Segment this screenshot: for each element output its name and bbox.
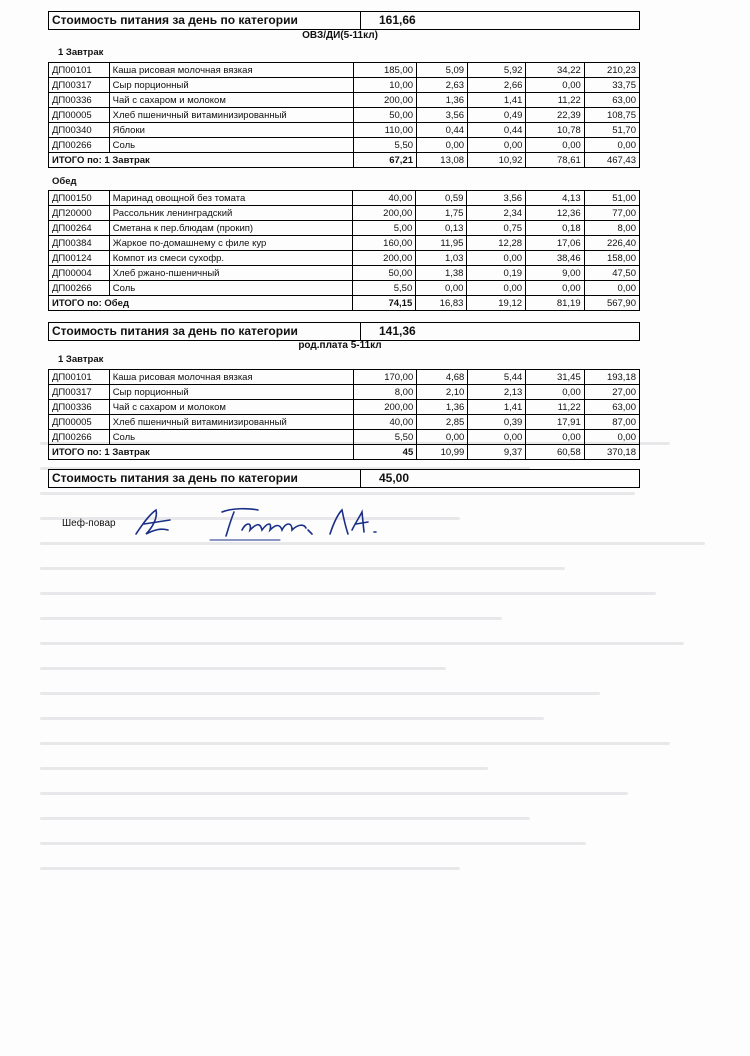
dish-name: Чай с сахаром и молоком xyxy=(109,400,353,415)
table-row xyxy=(49,206,640,221)
protein-value: 1,75 xyxy=(416,206,467,221)
total-row xyxy=(49,445,640,460)
table-row xyxy=(49,63,640,78)
dish-code: ДП00004 xyxy=(49,266,110,281)
energy-value: 77,00 xyxy=(584,206,639,221)
carbs-value: 9,00 xyxy=(526,266,585,281)
dish-code: ДП00317 xyxy=(49,78,110,93)
energy-value: 87,00 xyxy=(584,415,639,430)
fat-value: 1,41 xyxy=(468,93,526,108)
protein-value: 2,10 xyxy=(417,385,468,400)
portion-weight: 50,00 xyxy=(352,266,416,281)
table-row xyxy=(49,400,640,415)
table-row xyxy=(49,93,640,108)
table-row xyxy=(49,138,640,153)
cost-value: 141,36 xyxy=(379,324,416,338)
protein-value: 0,13 xyxy=(416,221,467,236)
protein-value: 2,85 xyxy=(417,415,468,430)
total-weight: 74,15 xyxy=(352,296,416,311)
fat-value: 2,66 xyxy=(468,78,526,93)
cost-label: Стоимость питания за день по категории xyxy=(52,471,298,485)
total-weight: 45 xyxy=(353,445,416,460)
energy-value: 210,23 xyxy=(584,63,639,78)
dish-name: Соль xyxy=(109,430,353,445)
protein-value: 0,00 xyxy=(417,430,468,445)
total-energy: 370,18 xyxy=(584,445,639,460)
carbs-value: 0,00 xyxy=(526,281,585,296)
protein-value: 3,56 xyxy=(417,108,468,123)
fat-value: 0,19 xyxy=(467,266,526,281)
category-cost-row xyxy=(48,322,640,341)
protein-value: 1,03 xyxy=(416,251,467,266)
dish-name: Сыр порционный xyxy=(109,78,353,93)
energy-value: 0,00 xyxy=(584,430,639,445)
dish-code: ДП00266 xyxy=(49,138,110,153)
protein-value: 0,44 xyxy=(417,123,468,138)
dish-code: ДП00150 xyxy=(49,191,110,206)
cost-divider xyxy=(360,323,361,340)
dish-code: ДП20000 xyxy=(49,206,110,221)
menu-table xyxy=(48,190,640,311)
dish-code: ДП00336 xyxy=(49,93,110,108)
energy-value: 8,00 xyxy=(584,221,639,236)
total-fat: 10,92 xyxy=(468,153,526,168)
energy-value: 47,50 xyxy=(584,266,639,281)
category-cost-row xyxy=(48,469,640,488)
carbs-value: 0,00 xyxy=(526,430,584,445)
dish-code: ДП00340 xyxy=(49,123,110,138)
carbs-value: 10,78 xyxy=(526,123,584,138)
meal-section-title: Обед xyxy=(52,176,77,187)
total-energy: 567,90 xyxy=(584,296,639,311)
dish-code: ДП00266 xyxy=(49,281,110,296)
fat-value: 5,92 xyxy=(468,63,526,78)
table-row xyxy=(49,123,640,138)
energy-value: 33,75 xyxy=(584,78,639,93)
portion-weight: 5,50 xyxy=(353,430,416,445)
table-row xyxy=(49,191,640,206)
table-row xyxy=(49,415,640,430)
cost-label: Стоимость питания за день по категории xyxy=(52,324,298,338)
protein-value: 4,68 xyxy=(417,370,468,385)
carbs-value: 11,22 xyxy=(526,400,584,415)
fat-value: 3,56 xyxy=(467,191,526,206)
total-label: ИТОГО по: 1 Завтрак xyxy=(49,445,354,460)
energy-value: 158,00 xyxy=(584,251,639,266)
total-carbs: 78,61 xyxy=(526,153,584,168)
total-energy: 467,43 xyxy=(584,153,639,168)
carbs-value: 0,18 xyxy=(526,221,585,236)
protein-value: 2,63 xyxy=(417,78,468,93)
dish-code: ДП00317 xyxy=(49,385,110,400)
dish-name: Яблоки xyxy=(109,123,353,138)
table-row xyxy=(49,221,640,236)
cost-value: 161,66 xyxy=(379,13,416,27)
fat-value: 0,00 xyxy=(468,430,526,445)
dish-code: ДП00266 xyxy=(49,430,110,445)
cost-divider xyxy=(360,470,361,487)
table-row xyxy=(49,78,640,93)
fat-value: 2,34 xyxy=(467,206,526,221)
fat-value: 1,41 xyxy=(468,400,526,415)
table-row xyxy=(49,370,640,385)
protein-value: 11,95 xyxy=(416,236,467,251)
fat-value: 0,00 xyxy=(467,281,526,296)
portion-weight: 110,00 xyxy=(353,123,416,138)
cost-value: 45,00 xyxy=(379,471,410,485)
energy-value: 0,00 xyxy=(584,281,639,296)
table-row xyxy=(49,236,640,251)
dish-name: Жаркое по-домашнему с филе кур xyxy=(109,236,352,251)
menu-table xyxy=(48,369,640,460)
total-weight: 67,21 xyxy=(353,153,416,168)
portion-weight: 185,00 xyxy=(353,63,416,78)
dish-code: ДП00101 xyxy=(49,370,110,385)
dish-name: Рассольник ленинградский xyxy=(109,206,352,221)
category-cost-row xyxy=(48,11,640,30)
dish-name: Каша рисовая молочная вязкая xyxy=(109,63,353,78)
carbs-value: 31,45 xyxy=(526,370,584,385)
cost-divider xyxy=(360,12,361,29)
category-heading: род.плата 5-11кл xyxy=(298,340,382,351)
dish-name: Сметана к пер.блюдам (прокип) xyxy=(109,221,352,236)
energy-value: 63,00 xyxy=(584,93,639,108)
dish-name: Хлеб пшеничный витаминизированный xyxy=(109,108,353,123)
total-label: ИТОГО по: Обед xyxy=(49,296,353,311)
dish-name: Соль xyxy=(109,281,352,296)
portion-weight: 5,00 xyxy=(352,221,416,236)
carbs-value: 0,00 xyxy=(526,78,584,93)
meal-section-title: 1 Завтрак xyxy=(58,47,104,58)
dish-name: Чай с сахаром и молоком xyxy=(109,93,353,108)
dish-name: Хлеб ржано-пшеничный xyxy=(109,266,352,281)
total-label: ИТОГО по: 1 Завтрак xyxy=(49,153,354,168)
dish-code: ДП00336 xyxy=(49,400,110,415)
dish-name: Каша рисовая молочная вязкая xyxy=(109,370,353,385)
fat-value: 0,44 xyxy=(468,123,526,138)
fat-value: 0,00 xyxy=(467,251,526,266)
carbs-value: 0,00 xyxy=(526,385,584,400)
carbs-value: 17,06 xyxy=(526,236,585,251)
energy-value: 108,75 xyxy=(584,108,639,123)
portion-weight: 40,00 xyxy=(352,191,416,206)
fat-value: 0,39 xyxy=(468,415,526,430)
carbs-value: 12,36 xyxy=(526,206,585,221)
portion-weight: 200,00 xyxy=(352,251,416,266)
portion-weight: 5,50 xyxy=(353,138,416,153)
table-row xyxy=(49,281,640,296)
portion-weight: 170,00 xyxy=(353,370,416,385)
protein-value: 0,59 xyxy=(416,191,467,206)
energy-value: 27,00 xyxy=(584,385,639,400)
carbs-value: 17,91 xyxy=(526,415,584,430)
carbs-value: 22,39 xyxy=(526,108,584,123)
energy-value: 51,70 xyxy=(584,123,639,138)
energy-value: 63,00 xyxy=(584,400,639,415)
portion-weight: 50,00 xyxy=(353,108,416,123)
energy-value: 226,40 xyxy=(584,236,639,251)
chef-label: Шеф-повар xyxy=(62,518,116,529)
dish-code: ДП00264 xyxy=(49,221,110,236)
protein-value: 1,38 xyxy=(416,266,467,281)
dish-name: Компот из смеси сухофр. xyxy=(109,251,352,266)
fat-value: 2,13 xyxy=(468,385,526,400)
fat-value: 0,49 xyxy=(468,108,526,123)
portion-weight: 10,00 xyxy=(353,78,416,93)
total-row xyxy=(49,153,640,168)
energy-value: 193,18 xyxy=(584,370,639,385)
carbs-value: 34,22 xyxy=(526,63,584,78)
portion-weight: 40,00 xyxy=(353,415,416,430)
protein-value: 5,09 xyxy=(417,63,468,78)
fat-value: 0,75 xyxy=(467,221,526,236)
total-fat: 19,12 xyxy=(467,296,526,311)
total-protein: 13,08 xyxy=(417,153,468,168)
category-heading: ОВЗ/ДИ(5-11кл) xyxy=(302,30,378,41)
carbs-value: 4,13 xyxy=(526,191,585,206)
dish-code: ДП00005 xyxy=(49,415,110,430)
dish-name: Маринад овощной без томата xyxy=(109,191,352,206)
cost-label: Стоимость питания за день по категории xyxy=(52,13,298,27)
portion-weight: 200,00 xyxy=(353,400,416,415)
energy-value: 0,00 xyxy=(584,138,639,153)
protein-value: 0,00 xyxy=(417,138,468,153)
fat-value: 5,44 xyxy=(468,370,526,385)
total-protein: 10,99 xyxy=(417,445,468,460)
table-row xyxy=(49,430,640,445)
carbs-value: 0,00 xyxy=(526,138,584,153)
menu-table xyxy=(48,62,640,168)
total-protein: 16,83 xyxy=(416,296,467,311)
total-row xyxy=(49,296,640,311)
dish-code: ДП00384 xyxy=(49,236,110,251)
table-row xyxy=(49,266,640,281)
total-carbs: 81,19 xyxy=(526,296,585,311)
portion-weight: 160,00 xyxy=(352,236,416,251)
portion-weight: 200,00 xyxy=(352,206,416,221)
table-row xyxy=(49,108,640,123)
protein-value: 1,36 xyxy=(417,400,468,415)
fat-value: 12,28 xyxy=(467,236,526,251)
dish-name: Соль xyxy=(109,138,353,153)
portion-weight: 200,00 xyxy=(353,93,416,108)
chef-signature-icon xyxy=(130,500,450,546)
dish-code: ДП00101 xyxy=(49,63,110,78)
protein-value: 1,36 xyxy=(417,93,468,108)
table-row xyxy=(49,251,640,266)
meal-section-title: 1 Завтрак xyxy=(58,354,104,365)
chef-signature-block xyxy=(62,518,116,529)
protein-value: 0,00 xyxy=(416,281,467,296)
dish-name: Хлеб пшеничный витаминизированный xyxy=(109,415,353,430)
energy-value: 51,00 xyxy=(584,191,639,206)
total-fat: 9,37 xyxy=(468,445,526,460)
total-carbs: 60,58 xyxy=(526,445,584,460)
fat-value: 0,00 xyxy=(468,138,526,153)
table-row xyxy=(49,385,640,400)
dish-code: ДП00005 xyxy=(49,108,110,123)
dish-code: ДП00124 xyxy=(49,251,110,266)
dish-name: Сыр порционный xyxy=(109,385,353,400)
portion-weight: 8,00 xyxy=(353,385,416,400)
carbs-value: 38,46 xyxy=(526,251,585,266)
portion-weight: 5,50 xyxy=(352,281,416,296)
carbs-value: 11,22 xyxy=(526,93,584,108)
